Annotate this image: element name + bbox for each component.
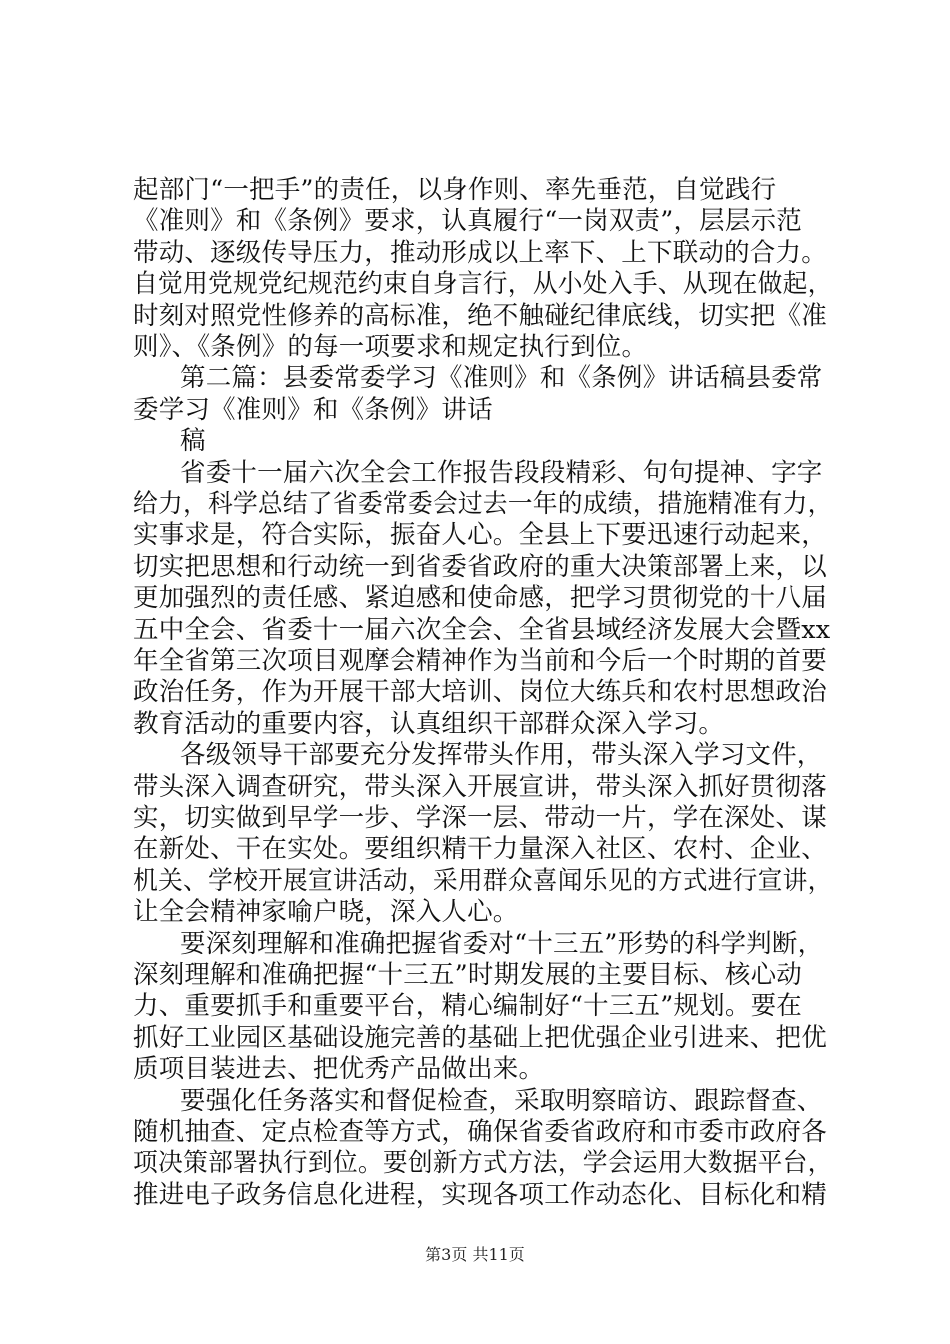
- paragraph-first-line: 省委十一届六次全会工作报告段段精彩、句句提神、字字: [180, 457, 823, 488]
- text-line: 实事求是，符合实际，振奋人心。全县上下要迅速行动起来，: [133, 520, 827, 551]
- text-line: 质项目装进去、把优秀产品做出来。: [133, 1054, 545, 1085]
- text-line: 自觉用党规党纪规范约束自身言行，从小处入手、从现在做起，: [133, 269, 833, 300]
- text-line: 在新处、干在实处。要组织精干力量深入社区、农村、企业、: [133, 834, 827, 865]
- text-line: 《准则》和《条例》要求，认真履行“一岗双责”，层层示范: [133, 206, 802, 237]
- text-line: 政治任务，作为开展干部大培训、岗位大练兵和农村思想政治: [133, 677, 827, 708]
- text-line: 随机抽查、定点检查等方式，确保省委省政府和市委市政府各: [133, 1117, 827, 1147]
- paragraph-first-line: 各级领导干部要充分发挥带头作用，带头深入学习文件，: [180, 740, 823, 771]
- text-line: 机关、学校开展宣讲活动，采用群众喜闻乐见的方式进行宣讲，: [133, 865, 833, 896]
- text-line: 年全省第三次项目观摩会精神作为当前和今后一个时期的首要: [133, 646, 827, 676]
- text-line: 五中全会、省委十一届六次全会、全省县域经济发展大会暨xx: [133, 614, 831, 645]
- text-line: 项决策部署执行到位。要创新方式方法，学会运用大数据平台，: [133, 1148, 833, 1179]
- text-line: 让全会精神家喻户晓，深入人心。: [133, 897, 519, 928]
- page-footer: 第3页 共11页: [425, 1245, 525, 1264]
- text-line: 推进电子政务信息化进程，实现各项工作动态化、目标化和精: [133, 1179, 827, 1210]
- text-line: 带动、逐级传导压力，推动形成以上率下、上下联动的合力。: [133, 237, 827, 268]
- paragraph-first-line: 要深刻理解和准确把握省委对“十三五”形势的科学判断，: [180, 928, 824, 959]
- text-line: 实，切实做到早学一步、学深一层、带动一片，学在深处、谋: [133, 803, 827, 833]
- section-heading: 第二篇：县委常委学习《准则》和《条例》讲话稿县委常: [180, 363, 823, 394]
- text-line: 教育活动的重要内容，认真组织干部群众深入学习。: [133, 708, 725, 739]
- text-line: 则》、《条例》的每一项要求和规定执行到位。: [133, 332, 648, 362]
- text-line: 力、重要抓手和重要平台，精心编制好“十三五”规划。要在: [133, 991, 802, 1022]
- text-line: 时刻对照党性修养的高标准，绝不触碰纪律底线，切实把《准: [133, 300, 827, 331]
- section-heading: 稿: [180, 426, 206, 457]
- text-line: 抓好工业园区基础设施完善的基础上把优强企业引进来、把优: [133, 1022, 827, 1053]
- paragraph-first-line: 要强化任务落实和督促检查，采取明察暗访、跟踪督查、: [180, 1085, 823, 1116]
- text-line: 更加强烈的责任感、紧迫感和使命感，把学习贯彻党的十八届: [133, 583, 827, 614]
- text-line: 切实把思想和行动统一到省委省政府的重大决策部署上来，以: [133, 551, 827, 582]
- text-line: 给力，科学总结了省委常委会过去一年的成绩，措施精准有力，: [133, 489, 833, 519]
- text-line: 带头深入调查研究，带头深入开展宣讲，带头深入抓好贯彻落: [133, 771, 827, 802]
- section-heading: 委学习《准则》和《条例》讲话: [133, 394, 493, 425]
- text-line: 深刻理解和准确把握“十三五”时期发展的主要目标、核心动: [133, 960, 802, 990]
- text-line: 起部门“一把手”的责任，以身作则、率先垂范，自觉践行: [133, 175, 777, 205]
